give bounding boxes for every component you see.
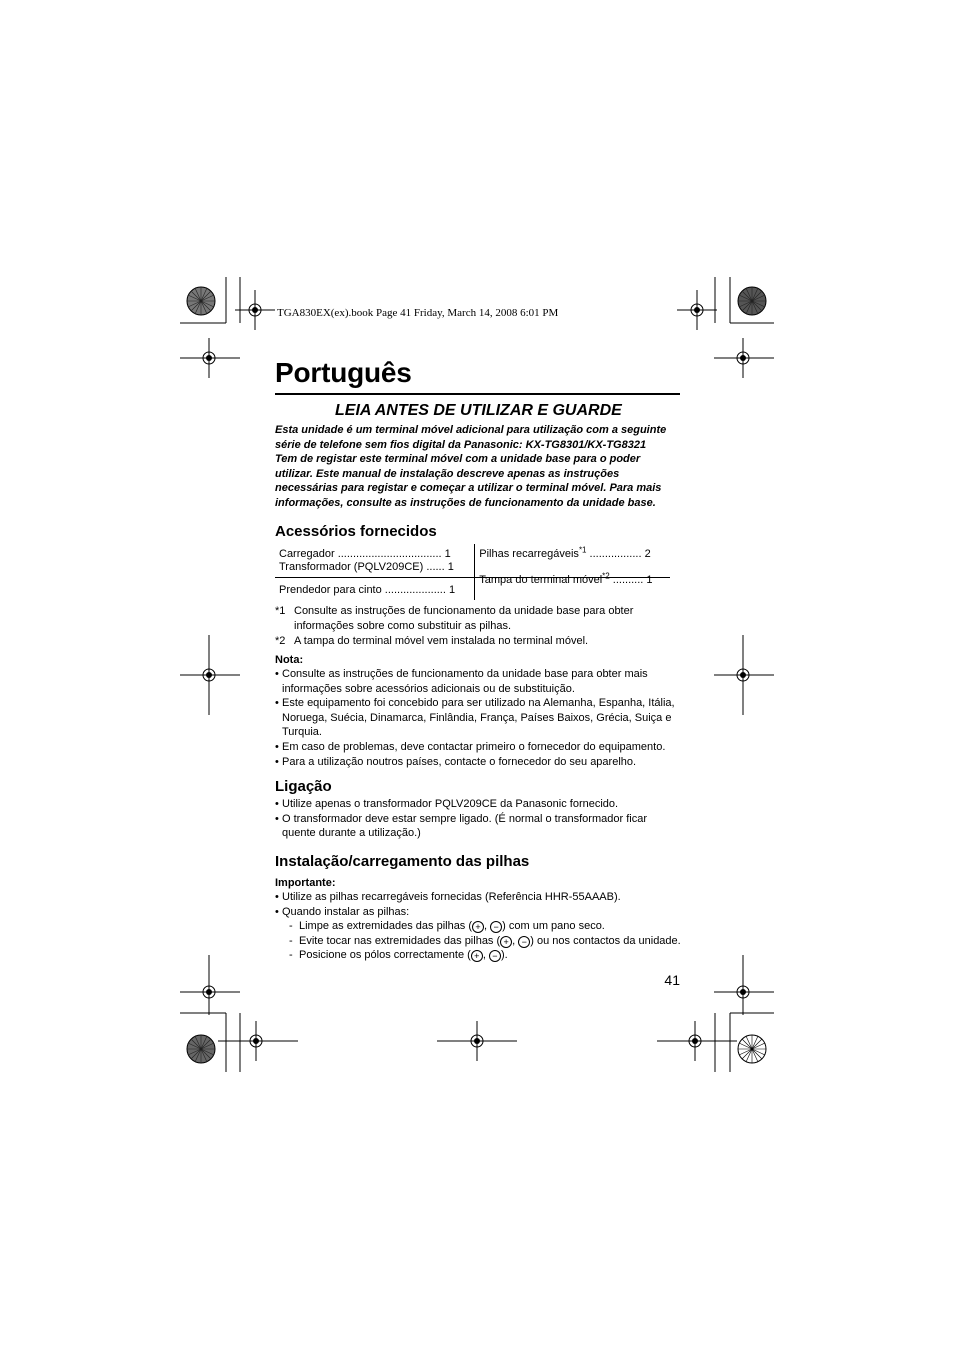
sub-item-text: Posicione os pólos correctamente ( (299, 949, 471, 962)
intro-line: Tem de registar este terminal móvel com a unidade base para o poder (275, 453, 641, 465)
print-header: TGA830EX(ex).book Page 41 Friday, March 14, 2008 6:01 PM (277, 307, 559, 319)
footnote-text: A tampa do terminal móvel vem instalada no terminal móvel. (294, 635, 589, 647)
crosshair-icon-8 (714, 955, 774, 1015)
crosshair-icon-3 (180, 338, 240, 378)
plus-icon: + (472, 921, 484, 933)
sub-item (289, 919, 680, 934)
separator: , (482, 949, 489, 962)
accessory-transformador: Transformador (PQLV209CE) ...... 1 (279, 561, 454, 573)
list-item: • Este equipamento foi concebido para ser utilizado na Alemanha, Espanha, Itália, Noruega, Suécia, Dinamarca, Finlândia, França, Países Baixos, Grécia, Suiça e Turquia. (275, 696, 680, 740)
instalacao-heading: Instalação/carregamento das pilhas (275, 852, 530, 870)
accessories-heading: Acessórios fornecidos (275, 523, 437, 540)
nota-list (275, 667, 680, 769)
footnote-2 (275, 634, 680, 649)
list-item: • O transformador deve estar sempre ligado. (É normal o transformador ficar quente durante a utilização.) (275, 812, 680, 841)
minus-icon: − (489, 950, 501, 962)
intro-line: utilizar. Este manual de instalação descreve apenas as instruções (275, 467, 620, 480)
sub-item (289, 934, 680, 949)
crosshair-icon-9 (218, 1021, 298, 1061)
sub-item-text: ). (500, 949, 508, 962)
crosshair-icon-10 (437, 1021, 517, 1061)
minus-icon: − (490, 921, 502, 933)
intro-line: necessárias para registar e começar a utilizar o terminal móvel. Para mais (275, 482, 662, 494)
crosshair-icon-6 (714, 635, 774, 715)
minus-icon: − (518, 936, 530, 948)
list-item: • Utilize apenas o transformador PQLV209CE da Panasonic fornecido. (275, 797, 680, 812)
page-title: Português (275, 357, 412, 388)
pilhas-footnote-ref: *1 (578, 545, 587, 555)
list-item: • Para a utilização noutros países, contacte o fornecedor do seu aparelho. (275, 755, 680, 770)
list-item: • Em caso de problemas, deve contactar primeiro o fornecedor do equipamento. (275, 740, 680, 755)
intro-line: série de telefone sem fios digital da Panasonic: KX-TG8301/KX-TG8321 (275, 438, 647, 451)
pilhas-qty: ................. 2 (586, 548, 651, 560)
starburst-icon-bottom-right (737, 1034, 767, 1064)
title-divider (275, 393, 680, 395)
ligacao-list (275, 797, 680, 841)
footnote-key: *2 (275, 635, 286, 647)
crosshair-icon-7 (180, 955, 240, 1015)
crosshair-icon-4 (714, 338, 774, 378)
crosshair-icon-1 (235, 290, 275, 330)
crosshair-icon-11 (657, 1021, 737, 1061)
tampa-label: Tampa do terminal móvel (479, 574, 603, 586)
sub-item (289, 948, 680, 963)
accessories-cell-left-bottom (275, 578, 475, 601)
sub-list (282, 919, 680, 963)
accessory-prendedor: Prendedor para cinto .................... 1 (279, 584, 456, 596)
accessory-tampa (479, 571, 666, 587)
accessories-cell-left-top (275, 544, 475, 578)
section-title: LEIA ANTES DE UTILIZAR E GUARDE (335, 402, 622, 419)
list-item-text: Quando instalar as pilhas: (282, 905, 410, 918)
list-item: • Utilize as pilhas recarregáveis fornecidas (Referência HHR-55AAAB). (275, 890, 680, 905)
footnote-key: *1 (275, 605, 286, 617)
accessories-cell-right-bottom (475, 571, 670, 601)
ligacao-heading: Ligação (275, 778, 332, 796)
list-item: • Consulte as instruções de funcionamento da unidade base para obter mais informações sobre acessórios adicionais ou de substituição. (275, 667, 680, 696)
starburst-icon-top-right (737, 286, 767, 316)
sub-item-text: ) com um pano seco. (502, 920, 605, 933)
intro-paragraph (275, 423, 680, 510)
tampa-qty: .......... 1 (609, 574, 653, 586)
plus-icon: + (500, 936, 512, 948)
instalacao-list (275, 890, 680, 963)
accessory-pilhas (479, 545, 666, 561)
page-number: 41 (664, 972, 680, 988)
nota-label: Nota: (275, 654, 304, 666)
separator: , (512, 934, 519, 947)
intro-line: Esta unidade é um terminal móvel adicional para utilização com a seguinte (275, 424, 667, 436)
accessories-table (275, 544, 670, 600)
starburst-icon-top-left (186, 286, 216, 316)
importante-label: Importante: (275, 876, 336, 889)
footnote-1 (275, 604, 680, 634)
list-item (275, 905, 680, 963)
separator: , (484, 920, 491, 933)
footnotes (275, 604, 680, 649)
intro-line: informações, consulte as instruções de funcionamento da unidade base. (275, 496, 656, 509)
sub-item-text: ) ou nos contactos da unidade. (530, 934, 681, 947)
accessory-carregador: Carregador .................................. 1 (279, 548, 451, 560)
plus-icon: + (471, 950, 483, 962)
sub-item-text: Evite tocar nas extremidades das pilhas ( (299, 934, 501, 947)
footnote-text: Consulte as instruções de funcionamento da unidade base para obter informações sobre como substituir as pilhas. (294, 605, 634, 632)
crosshair-icon-5 (180, 635, 240, 715)
starburst-icon-bottom-left (186, 1034, 216, 1064)
page-content (275, 355, 680, 963)
pilhas-label: Pilhas recarregáveis (479, 548, 579, 560)
sub-item-text: Limpe as extremidades das pilhas ( (299, 920, 473, 933)
crosshair-icon-2 (677, 290, 717, 330)
tampa-footnote-ref: *2 (602, 571, 610, 581)
